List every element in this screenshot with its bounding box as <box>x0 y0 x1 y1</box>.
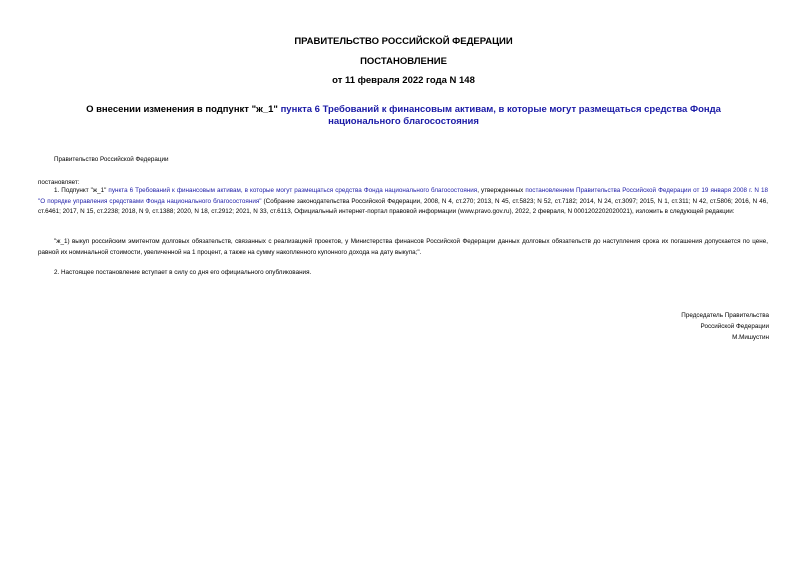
paragraph-1-start: 1. Подпункт "ж_1" <box>54 187 109 194</box>
paragraph-1-mid: , утвержденных <box>477 187 526 194</box>
title-prefix: О внесении изменения в подпункт "ж_1" <box>86 104 281 115</box>
intro-text: Правительство Российской Федерации <box>54 156 169 163</box>
paragraph-1 <box>38 186 768 218</box>
document-type-heading: ПОСТАНОВЛЕНИЕ <box>360 56 447 67</box>
title-requirements-link[interactable]: пункта 6 Требований к финансовым активам, в которые могут размещаться средства Фонда национального благосостояния <box>280 104 721 127</box>
quoted-amendment: "ж_1) выкуп российским эмитентом долговых обязательств, связанных с реализацией проектов, у Министерства финансов Российской Федерации данных долговых обязательств до наступления срока их погашения допускается по цене, равной их номинальной стоимости, увеличенной на 1 процент, а также на сумму накопленного купонного дохода на дату выкупа;". <box>38 238 768 256</box>
signature-name: М.Мишустин <box>732 334 769 341</box>
signature-country: Российской Федерации <box>700 323 769 330</box>
document-date-number: от 11 февраля 2022 года N 148 <box>332 75 475 86</box>
paragraph-1-end: (Собрание законодательства Российской Федерации, 2008, N 4, ст.270; 2013, N 45, ст.5823; N 52, ст.7182; 2014, N 24, ст.3097; 2015, N 1, ст.311; N 42, ст.5806; 2016, N 46, ст.6461; 2017, N 15, ст.2238; 2018, N 9, ст.1388; 2020, N 18, ст.2912; 2021, N 33, ст.6113, Официальный интернет-портал правовой информации (www.pravo.gov.ru), 2022, 2 февраля, N 0001202202020021), изложить в следующей редакции: <box>38 197 768 216</box>
document-title <box>70 104 737 128</box>
signature-position: Председатель Правительства <box>681 312 769 319</box>
government-heading: ПРАВИТЕЛЬСТВО РОССИЙСКОЙ ФЕДЕРАЦИИ <box>294 36 513 47</box>
decree-2008-link[interactable]: постановлением Правительства Российской Федерации от 19 января 2008 г. N 18 "О порядке управления средствами Фонда национального благосостояния" <box>38 187 769 205</box>
requirements-link[interactable]: пункта 6 Требований к финансовым активам, в которые могут размещаться средства Фонда национального благосостояния <box>108 187 478 194</box>
paragraph-2: 2. Настоящее постановление вступает в силу со дня его официального опубликования. <box>54 269 312 276</box>
decree-text: постановляет: <box>38 179 80 186</box>
